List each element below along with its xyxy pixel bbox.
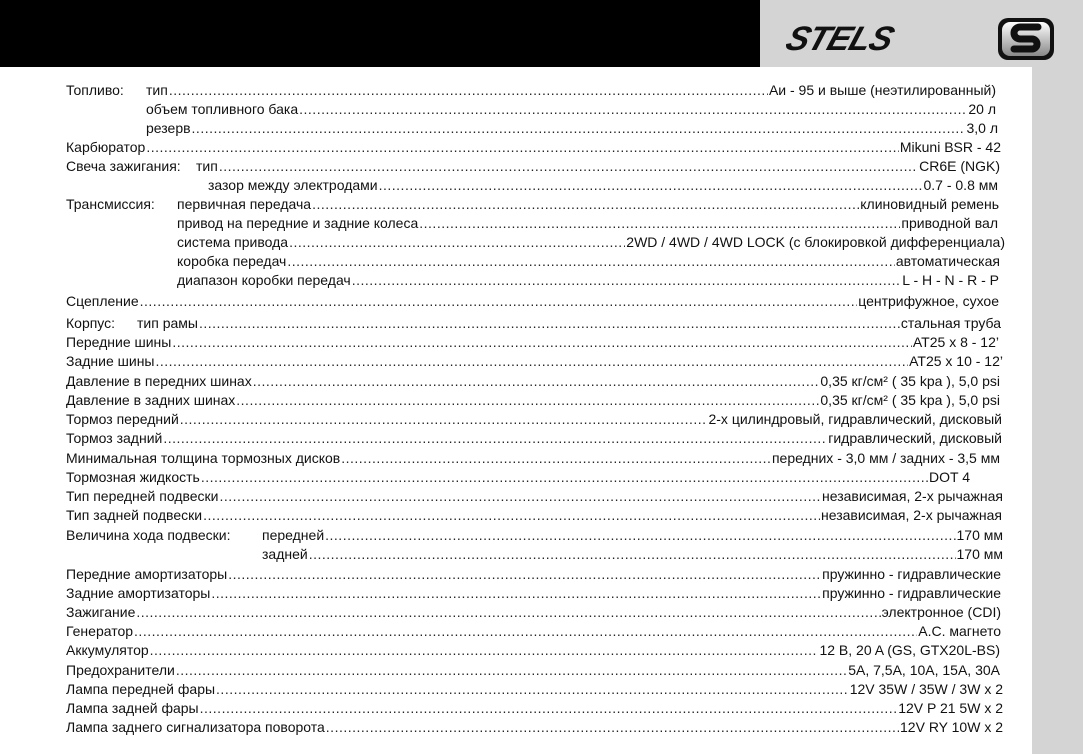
spec-value: приводной вал	[901, 215, 998, 231]
spec-key: Тормоз передний	[66, 411, 179, 427]
spec-row-rear-shocks	[66, 584, 1001, 603]
spec-value: 12V P 21 5W x 2	[898, 700, 1003, 716]
spec-row-front-brake	[66, 410, 1002, 429]
spec-key: Передние шины	[66, 334, 172, 350]
spec-key: Карбюратор	[66, 139, 146, 155]
spec-key: Сцепление	[66, 293, 139, 309]
spec-key: диапазон коробки передач	[177, 272, 351, 288]
spec-key: Предохранители	[66, 662, 175, 678]
spec-value: независимая, 2-х рычажная	[822, 488, 1003, 504]
spec-key: Тормозная жидкость	[66, 469, 200, 485]
spec-row-generator	[66, 622, 1001, 641]
spec-row-trans-primary	[177, 195, 999, 214]
spec-value: DOT 4	[929, 469, 970, 485]
spec-key: Лампа передней фары	[66, 681, 216, 697]
spec-value: 12V 35W / 35W / 3W x 2	[849, 681, 1003, 697]
spec-key: тип	[196, 158, 218, 174]
logo-wordmark: STELS	[781, 19, 899, 58]
spec-row-fuel-tank	[146, 100, 996, 119]
spec-value: гидравлический, дисковый	[828, 430, 1002, 446]
spec-key: Минимальная толщина тормозных дисков	[66, 450, 341, 466]
spec-row-turnlamp	[66, 718, 1003, 737]
spec-row-travel-rear	[262, 545, 1003, 564]
spec-key: Лампа задней фары	[66, 700, 199, 716]
spec-key: резерв	[146, 120, 191, 136]
spec-key: задней	[262, 546, 308, 562]
spec-value: AT25 x 8 - 12’	[912, 334, 999, 350]
spec-value: стальная труба	[900, 315, 1001, 331]
spec-key: привод на передние и задние колеса	[177, 215, 419, 231]
spec-key: Передние амортизаторы	[66, 566, 228, 582]
spec-value: CR6E (NGK)	[919, 158, 1000, 174]
spec-key: система привода	[177, 234, 289, 250]
spec-value: 12 B, 20 A (GS, GTX20L-BS)	[819, 642, 1000, 658]
section-spark: Свеча зажигания:	[66, 158, 181, 174]
spec-row-ignition	[66, 603, 1001, 622]
spec-value: 170 мм	[956, 527, 1003, 543]
spec-row-front-shocks	[66, 565, 1001, 584]
spec-value: 170 мм	[956, 546, 1003, 562]
spec-row-trans-drive	[177, 214, 998, 233]
spec-value: центрифужное, сухое	[858, 293, 999, 309]
spec-row-fuses	[66, 661, 1000, 680]
spec-value: передних - 3,0 мм / задних - 3,5 мм	[771, 450, 1000, 466]
spec-key: Аккумулятор	[66, 642, 149, 658]
spec-value: 0.7 - 0.8 мм	[923, 177, 998, 193]
spec-key: объем топливного бака	[146, 101, 299, 117]
spec-value: пружинно - гидравлические	[822, 566, 1001, 582]
spec-key: Тормоз задний	[66, 430, 163, 446]
spec-value: 20 л	[968, 101, 996, 117]
spec-row-rear-brake	[66, 429, 1002, 448]
spec-row-travel-front	[262, 526, 1003, 545]
spec-row-frame	[137, 314, 1001, 333]
spec-row-brake-fluid	[66, 468, 970, 487]
section-body: Корпус:	[66, 315, 116, 331]
spec-key: Зажигание	[66, 604, 136, 620]
spec-row-spark-type	[196, 157, 1000, 176]
spec-value: L - H - N - R - P	[902, 272, 999, 288]
spec-key: зазор между электродами	[208, 177, 378, 193]
spec-value: Аи - 95 и выше (неэтилированный)	[768, 82, 996, 98]
spec-key: тип рамы	[137, 315, 198, 331]
section-transmission: Трансмиссия:	[66, 196, 155, 212]
spec-key: Давление в задних шинах	[66, 392, 236, 408]
spec-key: Лампа заднего сигнализатора поворота	[66, 719, 325, 735]
spec-row-trans-system	[177, 233, 1005, 252]
spec-row-spark-gap	[208, 176, 998, 195]
spec-row-fuel-reserve	[146, 119, 998, 138]
spec-key: первичная передача	[177, 196, 312, 212]
spec-value: автоматическая	[895, 253, 1000, 269]
spec-value: 2-х цилиндровый, гидравлический, дисковый	[708, 411, 1002, 427]
spec-row-front-pressure	[66, 372, 1000, 391]
spec-row-front-susp	[66, 487, 1003, 506]
spec-key: Давление в передних шинах	[66, 373, 252, 389]
spec-value: 2WD / 4WD / 4WD LOCK (с блокировкой дифференциала)	[626, 234, 1005, 250]
spec-value: 12V RY 10W x 2	[900, 719, 1003, 735]
spec-key: тип	[146, 82, 168, 98]
spec-value: 0,35 кг/см² ( 35 kpa ), 5,0 psi	[820, 392, 1000, 408]
spec-row-carburetor	[66, 138, 1001, 157]
spec-row-front-tires	[66, 333, 999, 352]
spec-row-headlamp	[66, 680, 1003, 699]
spec-value: Mikuni BSR - 42	[899, 139, 1001, 155]
spec-value: 0,35 кг/см² ( 35 kpa ), 5,0 psi	[820, 373, 1000, 389]
spec-row-fuel-type	[146, 81, 996, 100]
spec-key: Генератор	[66, 623, 134, 639]
spec-value: 5A, 7,5A, 10A, 15A, 30A	[848, 662, 1000, 678]
spec-value: независимая, 2-х рычажная	[821, 507, 1002, 523]
spec-value: пружинно - гидравлические	[822, 585, 1001, 601]
spec-row-trans-gearbox	[177, 252, 1000, 271]
spec-row-disc-min	[66, 449, 1000, 468]
spec-value: электронное (CDI)	[881, 604, 1001, 620]
spec-row-trans-range	[177, 271, 999, 290]
spec-value: 3,0 л	[966, 120, 998, 136]
spec-key: Задние шины	[66, 353, 155, 369]
spec-row-rear-pressure	[66, 391, 1000, 410]
spec-key: Задние амортизаторы	[66, 585, 211, 601]
spec-key: передней	[262, 527, 325, 543]
spec-value: клиновидный ремень	[860, 196, 999, 212]
spec-row-rear-tires	[66, 352, 1003, 371]
spec-row-clutch	[66, 292, 999, 311]
spec-row-taillamp	[66, 699, 1003, 718]
spec-row-rear-susp	[66, 506, 1002, 525]
spec-value: A.C. магнето	[918, 623, 1001, 639]
spec-value: AT25 x 10 - 12’	[909, 353, 1003, 369]
spec-key: Тип передней подвески	[66, 488, 219, 504]
spec-key: Тип задней подвески	[66, 507, 203, 523]
spec-row-battery	[66, 641, 1000, 660]
section-fuel: Топливо:	[66, 82, 124, 98]
section-travel: Величина хода подвески:	[66, 527, 231, 543]
spec-key: коробка передач	[177, 253, 287, 269]
